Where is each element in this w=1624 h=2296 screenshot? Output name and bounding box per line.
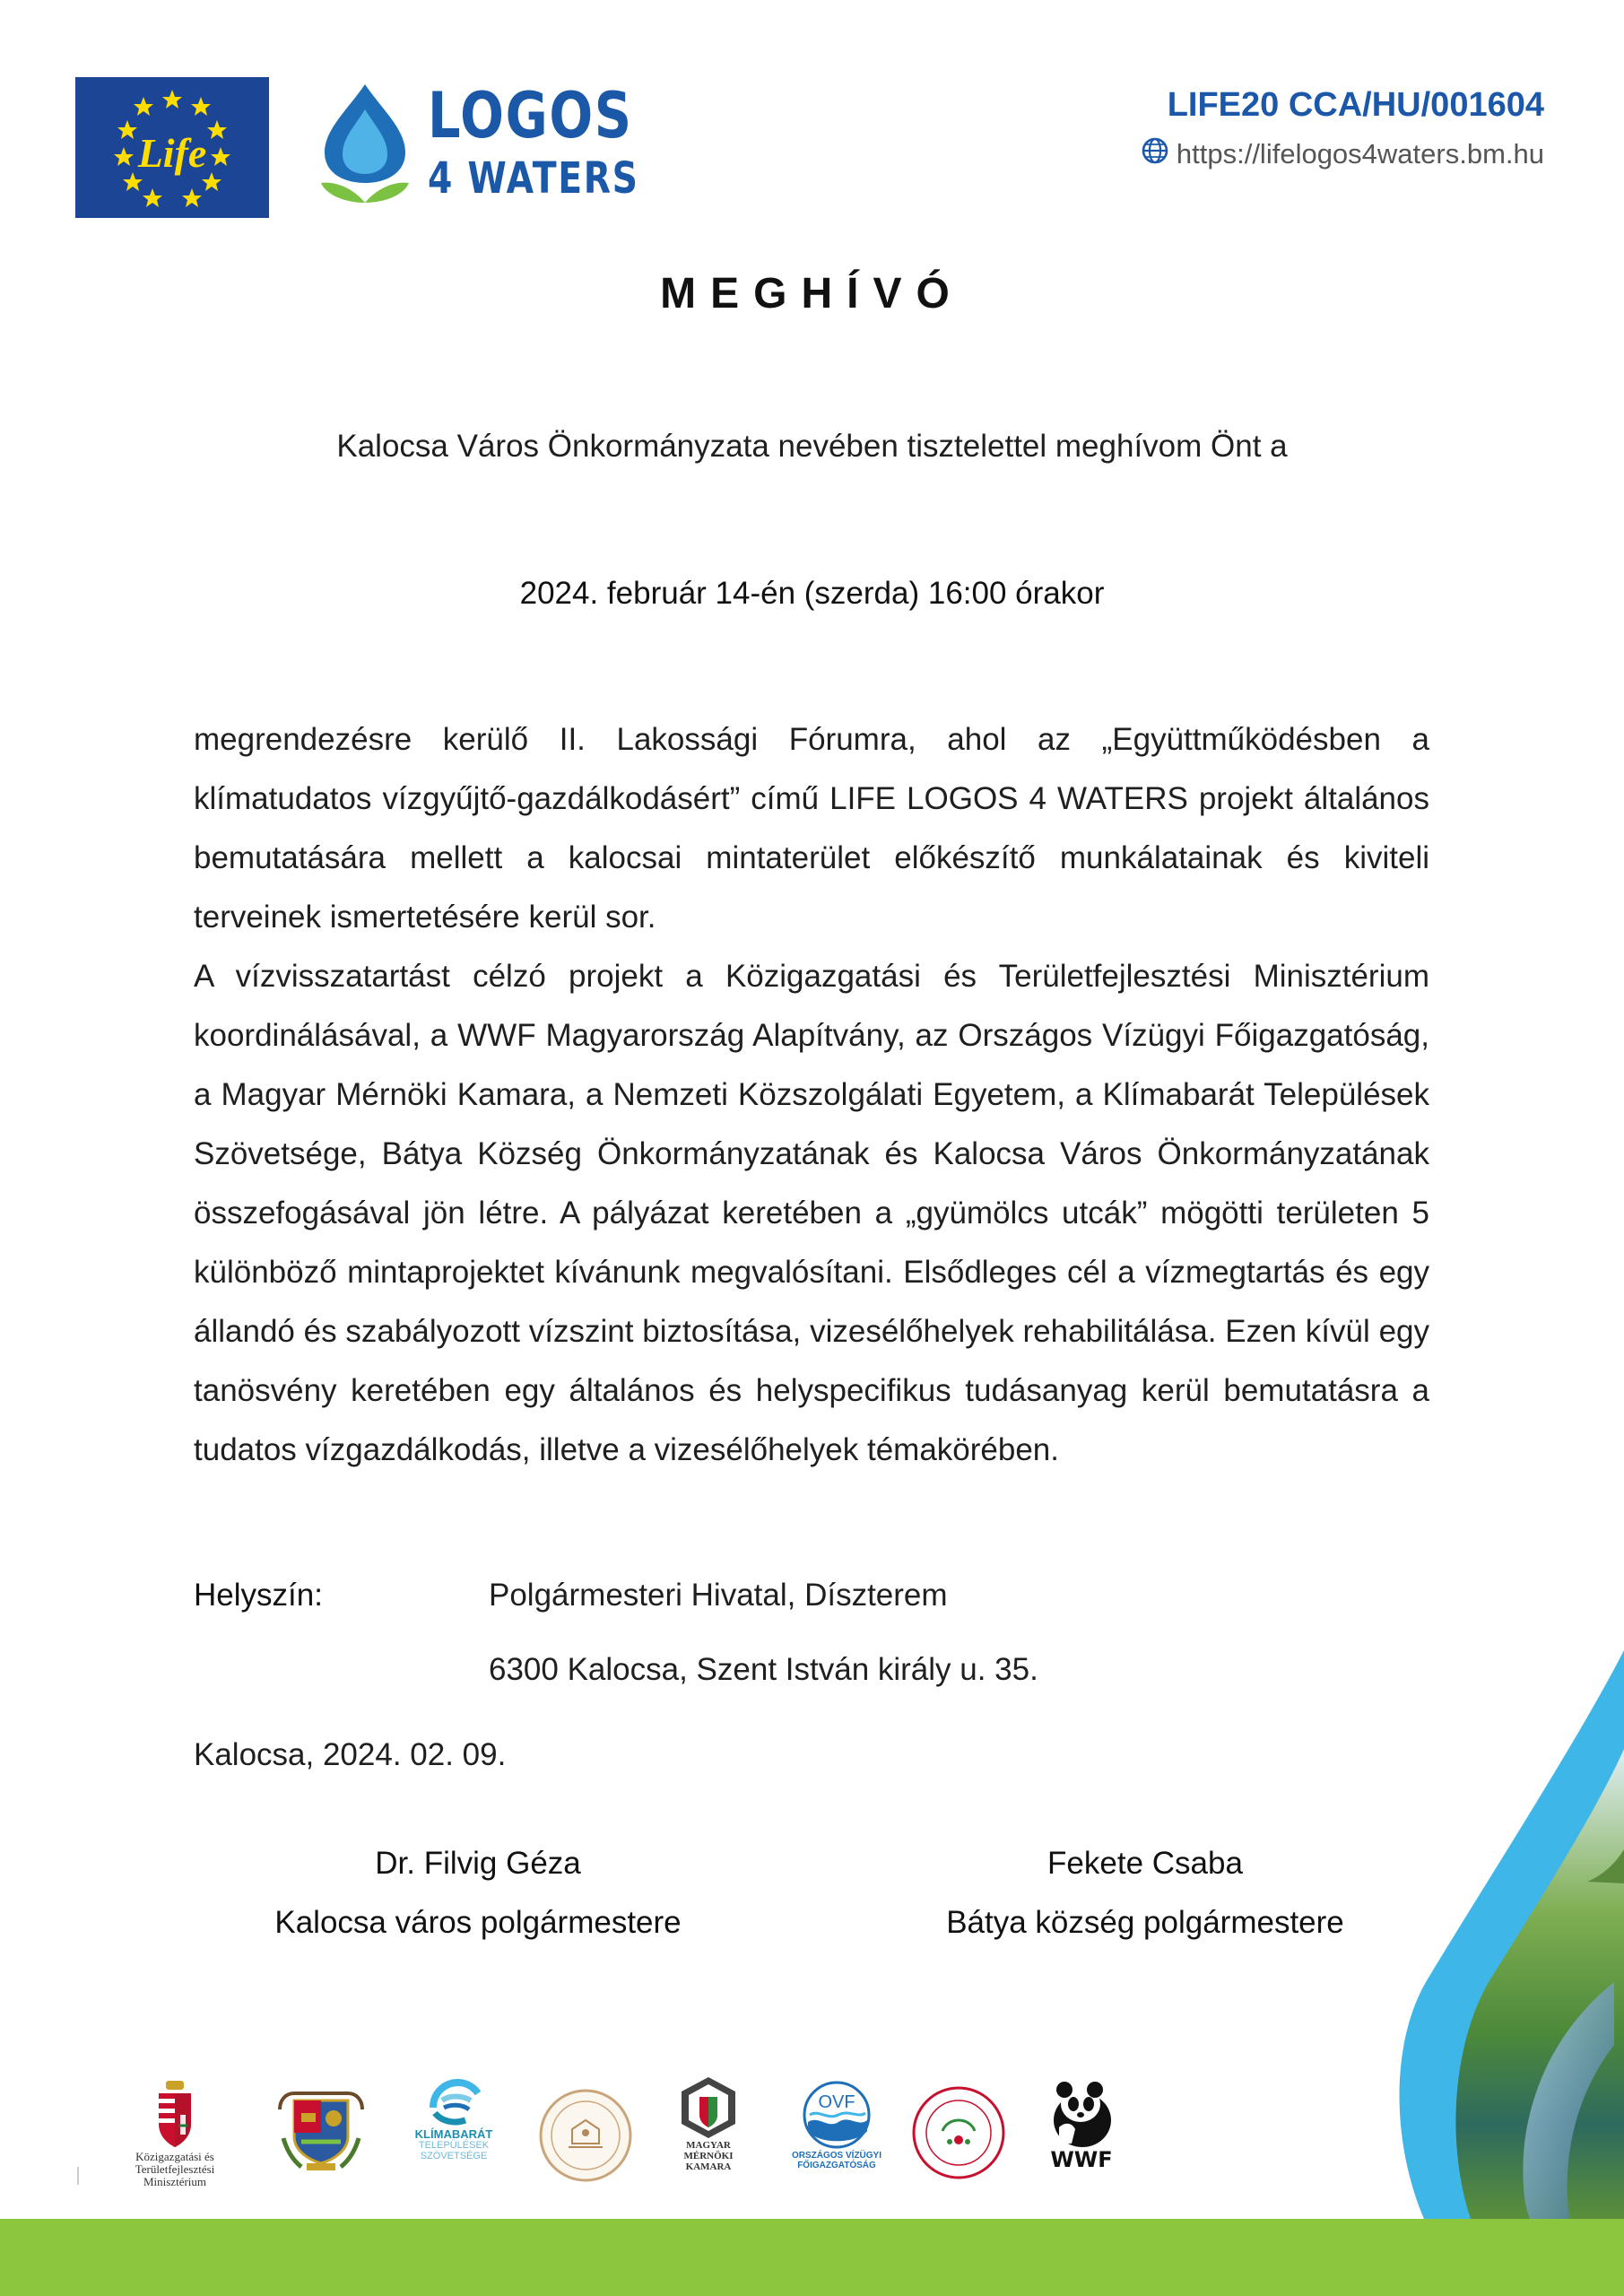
ministry-name-line3: Minisztérium xyxy=(143,2175,207,2188)
svg-text:Life: Life xyxy=(137,130,207,176)
venue-label-colon: : xyxy=(314,1578,323,1613)
mmk-line2: MÉRNÖKI xyxy=(683,2151,734,2161)
signatory-1-title: Kalocsa város polgármestere xyxy=(274,1905,682,1940)
kalocsa-coat-of-arms xyxy=(274,2083,368,2177)
ministry-name-line2: Területfejlesztési xyxy=(135,2162,215,2176)
water-drop-leaf-icon xyxy=(312,83,418,204)
logos-wordmark-line2: 4 WATERS xyxy=(428,153,639,204)
landscape-wave-graphic xyxy=(1345,1641,1624,2219)
project-code: LIFE20 CCA/HU/001604 xyxy=(1167,86,1544,124)
body-paragraph-1: megrendezésre kerülő II. Lakossági Fórumra, ahol az „Együttműködésben a klímatudatos vízgyűjtő-gazdálkodásért” című LIFE LOGOS 4 WATERS projekt általános bemutatására mellett a kalocsai mintaterület előkészítő munkálatainak és kiviteli terveinek ismertetésére kerül sor. xyxy=(194,722,1429,935)
mmk-line1: MAGYAR xyxy=(686,2140,731,2151)
klimabarat-line2: TELEPÜLÉSEK xyxy=(418,2140,490,2151)
footer-green-bar xyxy=(0,2219,1624,2296)
nke-seal-icon xyxy=(538,2088,633,2183)
ovf-line1: ORSZÁGOS VÍZÜGYI xyxy=(791,2151,881,2161)
ministry-name xyxy=(109,2151,240,2188)
klimabarat-globe-icon xyxy=(400,2077,508,2129)
globe-icon xyxy=(1141,136,1169,172)
project-url-row[interactable] xyxy=(1141,136,1544,172)
mmk-name xyxy=(665,2140,751,2172)
hungarian-coat-of-arms-icon xyxy=(109,2079,240,2151)
page-title: MEGHÍVÓ xyxy=(660,270,964,317)
ovf-name xyxy=(780,2151,893,2170)
logos-wordmark-line1: LOGOS xyxy=(428,79,633,152)
ministry-name-line1: Közigazgatási és xyxy=(135,2150,214,2163)
ovf-logo xyxy=(780,2079,893,2170)
puspokszilagy-seal xyxy=(910,2084,1007,2186)
klimabarat-name xyxy=(400,2129,508,2161)
body-paragraph-2: A vízvisszatartást célzó projekt a Közigazgatási és Területfejlesztési Minisztérium koordinálásával, a WWF Magyarország Alapítvány, az Országos Vízügyi Főigazgatóság, a Magyar Mérnöki Kamara, a Nemzeti Közszolgálati Egyetem, a Klímabarát Települések Szövetsége, Bátya Község Önkormányzatának és Kalocsa Város Önkormányzatának összefogásával jön létre. A pályázat keretében a „gyümölcs utcák” mögötti területen 5 különböző mintaprojektet kívánunk megvalósítani. Elsődleges cél a vízmegtartás és egy állandó és szabályozott vízszint biztosítása, vizesélőhelyek rehabilitálása. Ezen kívül egy tanösvény keretében egy általános és helyspecifikus tudásanyag kerül bemutatásra a tudatos vízgazdálkodás, illetve a vizesélőhelyek témakörében. xyxy=(194,959,1429,1467)
nke-seal xyxy=(538,2088,633,2187)
ovf-wave-icon xyxy=(780,2079,893,2151)
venue-label-text: Helyszín xyxy=(194,1578,315,1613)
wwf-logo xyxy=(1040,2077,1123,2170)
ovf-abbrev: OVF xyxy=(818,2092,855,2112)
klimabarat-line1: KLÍMABARÁT xyxy=(414,2127,493,2141)
signatory-1-name: Dr. Filvig Géza xyxy=(375,1846,581,1881)
ministry-logo xyxy=(109,2079,240,2188)
wwf-panda-icon xyxy=(1040,2077,1123,2149)
klimabarat-logo xyxy=(400,2077,508,2161)
signatory-2-title: Bátya község polgármestere xyxy=(946,1905,1344,1940)
event-date: 2024. február 14-én (szerda) 16:00 órakor xyxy=(519,576,1105,611)
intro-line: Kalocsa Város Önkormányzata nevében tisztelettel meghívom Önt a xyxy=(336,429,1288,464)
footer-divider xyxy=(77,2167,79,2185)
mmk-logo xyxy=(665,2075,751,2172)
ovf-line2: FŐIGAZGATÓSÁG xyxy=(797,2161,876,2170)
venue-address: 6300 Kalocsa, Szent István király u. 35. xyxy=(489,1652,1038,1687)
wwf-wordmark: WWF xyxy=(1050,2147,1113,2172)
klimabarat-line3: SZÖVETSÉGE xyxy=(420,2151,488,2161)
mmk-shield-icon xyxy=(665,2075,751,2140)
kalocsa-coat-of-arms-icon xyxy=(274,2083,368,2172)
venue-name: Polgármesteri Hivatal, Díszterem xyxy=(489,1578,948,1613)
venue-label xyxy=(194,1578,323,1613)
eu-life-logo xyxy=(75,77,269,218)
project-url-link[interactable]: https://lifelogos4waters.bm.hu xyxy=(1176,138,1544,170)
puspokszilagy-seal-icon xyxy=(910,2084,1007,2181)
mmk-line3: KAMARA xyxy=(685,2161,732,2172)
eu-stars-icon xyxy=(75,77,269,218)
place-date: Kalocsa, 2024. 02. 09. xyxy=(194,1737,507,1772)
signatory-2-name: Fekete Csaba xyxy=(1047,1846,1243,1881)
